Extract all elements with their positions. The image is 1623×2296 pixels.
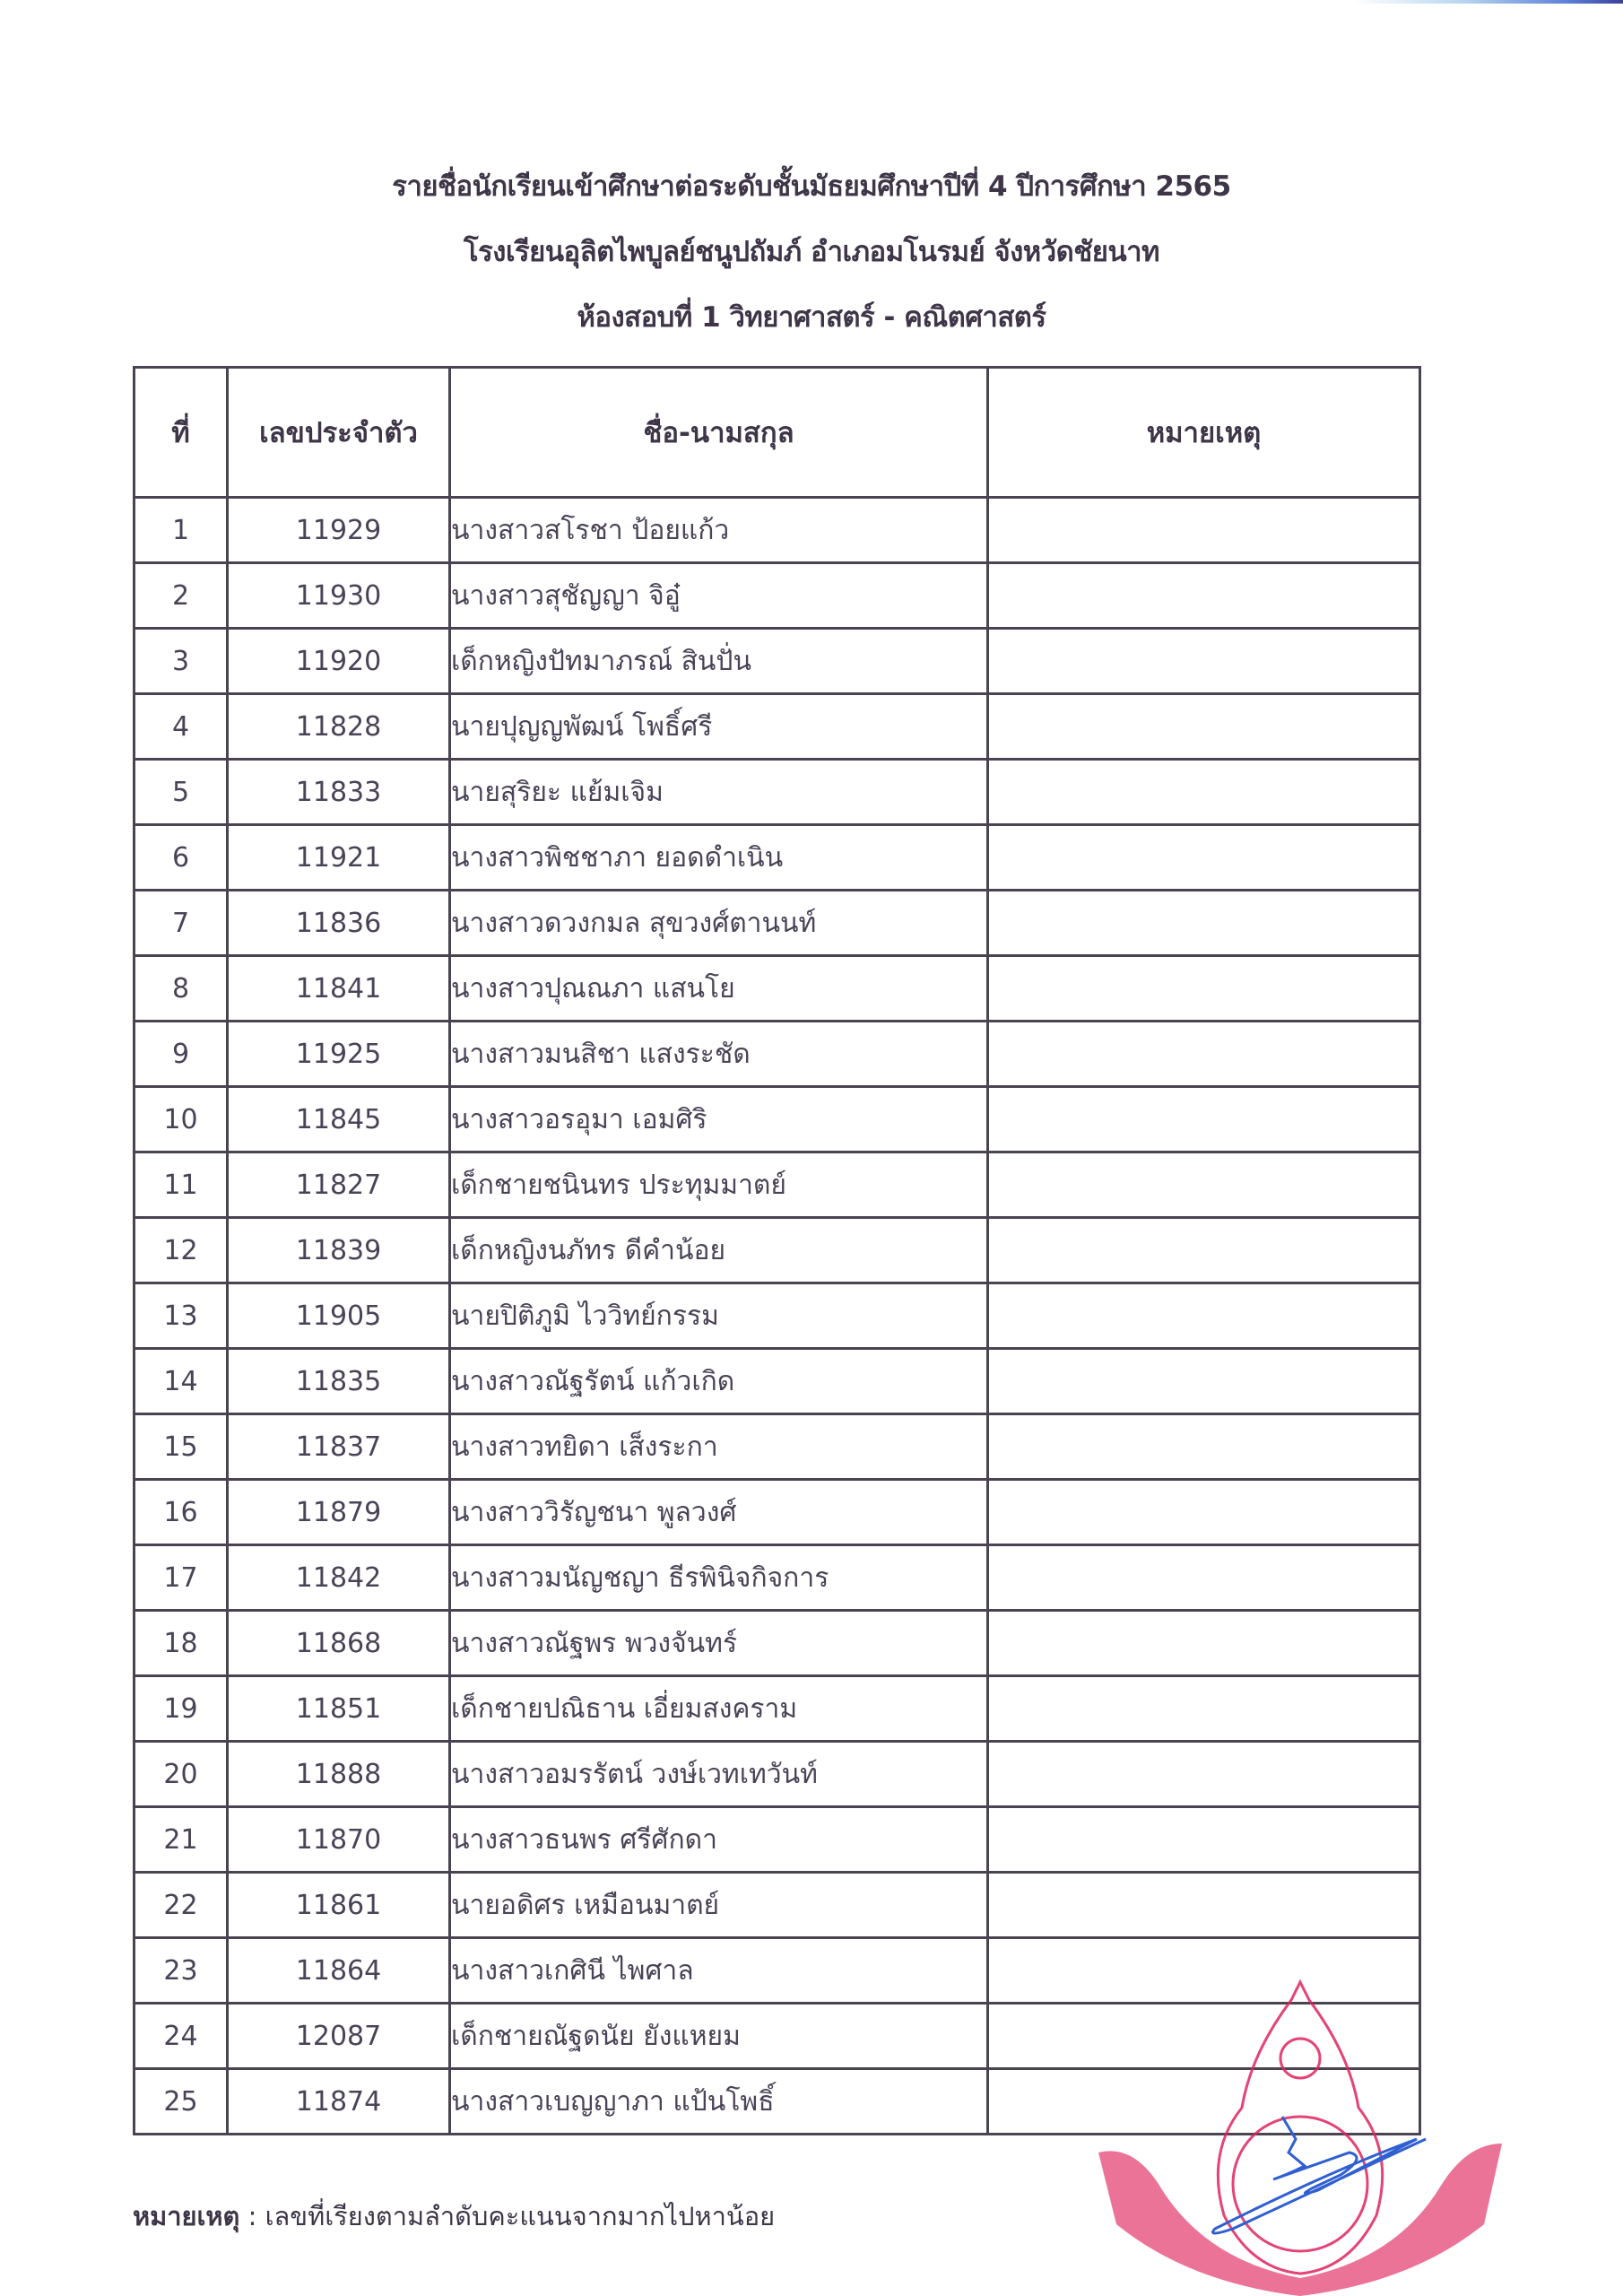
student-id: 11839: [228, 1218, 450, 1283]
table-row: [135, 891, 1420, 956]
row-number: 2: [135, 563, 228, 629]
column-header-name: ชื่อ-นามสกุล: [450, 368, 988, 498]
note-cell: [988, 1152, 1420, 1218]
footnote-separator: :: [239, 2201, 265, 2231]
student-name: เด็กหญิงปัทมาภรณ์ สินปั่น: [450, 629, 988, 694]
student-name: นางสาวอรอุมา เอมศิริ: [450, 1087, 988, 1152]
row-number: 14: [135, 1349, 228, 1414]
student-id: 11851: [228, 1676, 450, 1742]
column-header-number: ที่: [135, 368, 228, 498]
row-number: 12: [135, 1218, 228, 1283]
student-id: 11925: [228, 1022, 450, 1087]
table-row: [135, 1414, 1420, 1480]
document-title: รายชื่อนักเรียนเข้าศึกษาต่อระดับชั้นมัธยมศึกษาปีที่ 4 ปีการศึกษา 2565: [392, 170, 1231, 203]
student-id: 11864: [228, 1938, 450, 2004]
row-number: 11: [135, 1152, 228, 1218]
student-name: เด็กชายชนินทร ประทุมมาตย์: [450, 1152, 988, 1218]
note-cell: [988, 760, 1420, 825]
note-cell: [988, 1283, 1420, 1349]
student-id: 12087: [228, 2004, 450, 2069]
table-row: [135, 1087, 1420, 1152]
row-number: 16: [135, 1480, 228, 1545]
table-row: [135, 1545, 1420, 1611]
table-row: [135, 1742, 1420, 1807]
note-cell: [988, 956, 1420, 1022]
table-row: [135, 1480, 1420, 1545]
note-cell: [988, 629, 1420, 694]
student-name: นางสาวปุณณภา แสนโย: [450, 956, 988, 1022]
student-id: 11888: [228, 1742, 450, 1807]
student-name: นายสุริยะ แย้มเจิม: [450, 760, 988, 825]
footnote-label: หมายเหตุ: [133, 2201, 240, 2231]
table-row: [135, 956, 1420, 1022]
student-name: นางสาวธนพร ศรีศักดา: [450, 1807, 988, 1873]
student-name: นางสาวทยิดา เส็งระกา: [450, 1414, 988, 1480]
student-name: นางสาวดวงกมล สุขวงศ์ตานนท์: [450, 891, 988, 956]
note-cell: [988, 1545, 1420, 1611]
table-row: [135, 1218, 1420, 1283]
column-header-note: หมายเหตุ: [988, 368, 1420, 498]
row-number: 8: [135, 956, 228, 1022]
table-row: [135, 1022, 1420, 1087]
student-id: 11905: [228, 1283, 450, 1349]
note-cell: [988, 694, 1420, 760]
note-cell: [988, 1611, 1420, 1676]
table-row: [135, 760, 1420, 825]
table-row: [135, 563, 1420, 629]
document-header: [0, 154, 1623, 351]
table-row: [135, 498, 1420, 563]
note-cell: [988, 1218, 1420, 1283]
note-cell: [988, 1480, 1420, 1545]
signature-icon: [1213, 2117, 1427, 2233]
note-cell: [988, 1414, 1420, 1480]
footnote-text: เลขที่เรียงตามลำดับคะแนนจากมากไปหาน้อย: [265, 2201, 776, 2231]
student-id: 11921: [228, 825, 450, 891]
footnote: [133, 2196, 775, 2237]
student-name: นางสาวเกศินี ไพศาล: [450, 1938, 988, 2004]
school-seal-stamp: [1081, 1973, 1502, 2296]
row-number: 3: [135, 629, 228, 694]
row-number: 18: [135, 1611, 228, 1676]
student-name: นางสาวมนสิชา แสงระชัด: [450, 1022, 988, 1087]
student-name: นางสาววิรัญชนา พูลวงศ์: [450, 1480, 988, 1545]
student-name: นางสาวพิชชาภา ยอดดำเนิน: [450, 825, 988, 891]
row-number: 5: [135, 760, 228, 825]
column-header-student-id: เลขประจำตัว: [228, 368, 450, 498]
student-id: 11841: [228, 956, 450, 1022]
row-number: 9: [135, 1022, 228, 1087]
student-id: 11827: [228, 1152, 450, 1218]
row-number: 17: [135, 1545, 228, 1611]
student-name: นางสาวณัฐรัตน์ แก้วเกิด: [450, 1349, 988, 1414]
row-number: 7: [135, 891, 228, 956]
student-id: 11920: [228, 629, 450, 694]
note-cell: [988, 1807, 1420, 1873]
scan-edge-artifact: [1354, 0, 1623, 4]
student-id: 11874: [228, 2069, 450, 2135]
note-cell: [988, 1087, 1420, 1152]
student-id: 11930: [228, 563, 450, 629]
table-row: [135, 1807, 1420, 1873]
student-name: นางสาวณัฐพร พวงจันทร์: [450, 1611, 988, 1676]
table-header-row: [135, 368, 1420, 498]
note-cell: [988, 825, 1420, 891]
row-number: 22: [135, 1873, 228, 1938]
row-number: 1: [135, 498, 228, 563]
exam-room: ห้องสอบที่ 1 วิทยาศาสตร์ - คณิตศาสตร์: [577, 301, 1046, 334]
row-number: 21: [135, 1807, 228, 1873]
row-number: 4: [135, 694, 228, 760]
seal-ribbon-right-icon: [1300, 2144, 1502, 2296]
table-row: [135, 1349, 1420, 1414]
student-id: 11833: [228, 760, 450, 825]
student-id: 11870: [228, 1807, 450, 1873]
table-row: [135, 825, 1420, 891]
note-cell: [988, 1349, 1420, 1414]
student-name: นางสาวอมรรัตน์ วงษ์เวทเทวันท์: [450, 1742, 988, 1807]
row-number: 20: [135, 1742, 228, 1807]
student-id: 11842: [228, 1545, 450, 1611]
student-id: 11868: [228, 1611, 450, 1676]
table-row: [135, 1283, 1420, 1349]
student-name: นายปุญญพัฒน์ โพธิ์ศรี: [450, 694, 988, 760]
student-id: 11861: [228, 1873, 450, 1938]
row-number: 23: [135, 1938, 228, 2004]
student-name: นางสาวสโรชา ป้อยแก้ว: [450, 498, 988, 563]
table-row: [135, 629, 1420, 694]
row-number: 25: [135, 2069, 228, 2135]
note-cell: [988, 1742, 1420, 1807]
student-name: เด็กหญิงนภัทร ดีคำน้อย: [450, 1218, 988, 1283]
student-name: เด็กชายปณิธาน เอี่ยมสงคราม: [450, 1676, 988, 1742]
student-roster-table: [133, 366, 1421, 2135]
student-name: นางสาวเบญญาภา แป้นโพธิ์: [450, 2069, 988, 2135]
row-number: 15: [135, 1414, 228, 1480]
seal-inner-circle-icon: [1233, 2117, 1367, 2251]
student-name: เด็กชายณัฐดนัย ยังแหยม: [450, 2004, 988, 2069]
seal-ribbon-left-icon: [1098, 2151, 1300, 2296]
table-row: [135, 1676, 1420, 1742]
student-id: 11929: [228, 498, 450, 563]
student-name: นายอดิศร เหมือนมาตย์: [450, 1873, 988, 1938]
table-row: [135, 1152, 1420, 1218]
seal-emblem-icon: [1218, 1982, 1382, 2274]
row-number: 24: [135, 2004, 228, 2069]
student-id: 11879: [228, 1480, 450, 1545]
student-name: นางสาวสุชัญญา จิอู๋: [450, 563, 988, 629]
student-name: นายปิติภูมิ ไววิทย์กรรม: [450, 1283, 988, 1349]
table-row: [135, 1611, 1420, 1676]
student-name: นางสาวมนัญชญา ธีรพินิจกิจการ: [450, 1545, 988, 1611]
table-row: [135, 694, 1420, 760]
school-name: โรงเรียนอุลิตไพบูลย์ชนูปถัมภ์ อำเภอมโนรมย์ จังหวัดชัยนาท: [464, 236, 1159, 268]
note-cell: [988, 1022, 1420, 1087]
row-number: 19: [135, 1676, 228, 1742]
note-cell: [988, 498, 1420, 563]
student-id: 11828: [228, 694, 450, 760]
row-number: 13: [135, 1283, 228, 1349]
row-number: 6: [135, 825, 228, 891]
table-row: [135, 1873, 1420, 1938]
note-cell: [988, 563, 1420, 629]
student-id: 11835: [228, 1349, 450, 1414]
note-cell: [988, 891, 1420, 956]
note-cell: [988, 1676, 1420, 1742]
student-id: 11836: [228, 891, 450, 956]
student-id: 11845: [228, 1087, 450, 1152]
row-number: 10: [135, 1087, 228, 1152]
note-cell: [988, 1873, 1420, 1938]
seal-top-ornament-icon: [1280, 2039, 1320, 2078]
student-id: 11837: [228, 1414, 450, 1480]
